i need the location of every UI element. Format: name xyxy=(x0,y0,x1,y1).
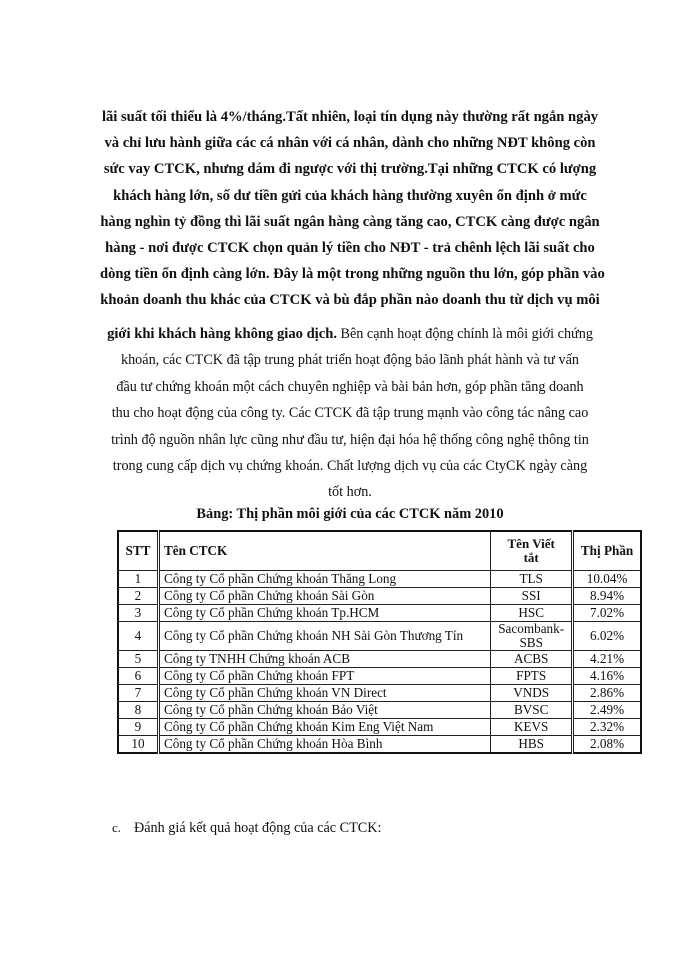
table-row xyxy=(118,605,641,622)
cell-stt: 8 xyxy=(118,702,158,719)
cell-stt: 10 xyxy=(118,736,158,754)
cell-name: Công ty TNHH Chứng khoán ACB xyxy=(158,651,490,668)
cell-name: Công ty Cổ phần Chứng khoán VN Direct xyxy=(158,685,490,702)
cell-stt: 9 xyxy=(118,719,158,736)
paragraph-line: thu cho hoạt động của công ty. Các CTCK đã tập trung mạnh vào công tác nâng cao xyxy=(111,405,589,422)
header-abbr-line1: Tên Viết xyxy=(507,536,555,551)
section-heading-c xyxy=(112,818,381,838)
cell-abbr: TLS xyxy=(491,571,573,588)
cell-abbr: FPTS xyxy=(491,668,573,685)
table-row xyxy=(118,622,641,651)
paragraph-line: trong cung cấp dịch vụ chứng khoán. Chất lượng dịch vụ của các CtyCK ngày càng xyxy=(112,457,588,474)
header-share: Thị Phần xyxy=(573,531,641,571)
paragraph-line: dòng tiền ổn định càng lớn. Đây là một trong những nguồn thu lớn, góp phần vào xyxy=(100,266,605,283)
table-row xyxy=(118,668,641,685)
header-abbr-line2: tắt xyxy=(523,550,539,565)
cell-stt: 6 xyxy=(118,668,158,685)
paragraph-line: khách hàng lớn, số dư tiền gửi của khách hàng thường xuyên ổn định ở mức xyxy=(113,187,587,204)
header-abbr xyxy=(491,531,573,571)
cell-share: 2.32% xyxy=(573,719,641,736)
cell-name: Công ty Cổ phần Chứng khoán Sài Gòn xyxy=(158,588,490,605)
cell-abbr: BVSC xyxy=(491,702,573,719)
cell-abbr: VNDS xyxy=(491,685,573,702)
header-stt: STT xyxy=(118,531,158,571)
paragraph-line: sức vay CTCK, nhưng dám đi ngược với thị trường.Tại những CTCK có lượng xyxy=(103,161,597,178)
cell-share: 4.16% xyxy=(573,668,641,685)
section-heading-text: Đánh giá kết quả hoạt động của các CTCK: xyxy=(134,820,382,836)
cell-abbr: SSI xyxy=(491,588,573,605)
cell-name: Công ty Cổ phần Chứng khoán Kim Eng Việt Nam xyxy=(158,719,490,736)
table-row xyxy=(118,719,641,736)
mixed-line-normal: Bên cạnh hoạt động chính là môi giới chứng xyxy=(336,326,593,342)
paragraph-line: hàng - nơi được CTCK chọn quản lý tiền cho NĐT - trả chênh lệch lãi suất cho xyxy=(105,239,595,256)
cell-abbr-line2: SBS xyxy=(519,635,543,650)
cell-share: 10.04% xyxy=(573,571,641,588)
table-row xyxy=(118,588,641,605)
paragraph-line: hàng nghìn tỷ đồng thì lãi suất ngân hàng càng tăng cao, CTCK càng được ngân xyxy=(100,213,600,230)
cell-name: Công ty Cổ phần Chứng khoán NH Sài Gòn Thương Tín xyxy=(158,622,490,651)
cell-abbr: HSC xyxy=(491,605,573,622)
cell-name: Công ty Cổ phần Chứng khoán Bảo Việt xyxy=(158,702,490,719)
cell-abbr-line1: Sacombank- xyxy=(498,621,565,636)
mixed-line-bold: giới khi khách hàng không giao dịch. xyxy=(107,326,337,342)
cell-stt: 5 xyxy=(118,651,158,668)
paragraph-line: khoán, các CTCK đã tập trung phát triển hoạt động bảo lãnh phát hành và tư vấn xyxy=(120,352,580,369)
cell-share: 7.02% xyxy=(573,605,641,622)
cell-share: 6.02% xyxy=(573,622,641,651)
paragraph-line: tốt hơn. xyxy=(328,484,372,501)
table-row xyxy=(118,571,641,588)
table-row xyxy=(118,702,641,719)
table-row xyxy=(118,736,641,754)
paragraph-line: khoản doanh thu khác của CTCK và bù đắp phần nào doanh thu từ dịch vụ môi xyxy=(100,292,600,309)
table-header-row xyxy=(118,531,641,571)
market-share-table xyxy=(117,530,642,754)
bold-paragraph xyxy=(100,104,605,314)
normal-paragraph xyxy=(100,321,600,506)
header-name: Tên CTCK xyxy=(158,531,490,571)
cell-name: Công ty Cổ phần Chứng khoán FPT xyxy=(158,668,490,685)
table-title: Bảng: Thị phần môi giới của các CTCK năm 2010 xyxy=(196,506,504,522)
table-row xyxy=(118,651,641,668)
cell-name: Công ty Cổ phần Chứng khoán Hòa Bình xyxy=(158,736,490,754)
paragraph-line: trình độ nguồn nhân lực cũng như đầu tư, hiện đại hóa hệ thống công nghệ thông tin xyxy=(111,431,589,448)
table-row xyxy=(118,685,641,702)
cell-share: 2.86% xyxy=(573,685,641,702)
cell-stt: 7 xyxy=(118,685,158,702)
section-marker: c. xyxy=(112,820,122,835)
cell-abbr: KEVS xyxy=(491,719,573,736)
cell-share: 2.49% xyxy=(573,702,641,719)
cell-abbr: HBS xyxy=(491,736,573,754)
cell-name: Công ty Cổ phần Chứng khoán Thăng Long xyxy=(158,571,490,588)
cell-share: 2.08% xyxy=(573,736,641,754)
cell-share: 8.94% xyxy=(573,588,641,605)
cell-stt: 3 xyxy=(118,605,158,622)
cell-abbr xyxy=(491,622,573,651)
paragraph-line: lãi suất tối thiểu là 4%/tháng.Tất nhiên, loại tín dụng này thường rất ngắn ngày xyxy=(101,109,599,125)
cell-share: 4.21% xyxy=(573,651,641,668)
mixed-line xyxy=(100,321,600,347)
paragraph-line: và chỉ lưu hành giữa các cá nhân với cá nhân, dành cho những NĐT không còn xyxy=(104,135,596,152)
cell-name: Công ty Cổ phần Chứng khoán Tp.HCM xyxy=(158,605,490,622)
cell-stt: 2 xyxy=(118,588,158,605)
cell-stt: 1 xyxy=(118,571,158,588)
cell-stt: 4 xyxy=(118,622,158,651)
cell-abbr: ACBS xyxy=(491,651,573,668)
paragraph-line: đầu tư chứng khoán một cách chuyên nghiệp và bài bản hơn, góp phần tăng doanh xyxy=(116,378,584,395)
